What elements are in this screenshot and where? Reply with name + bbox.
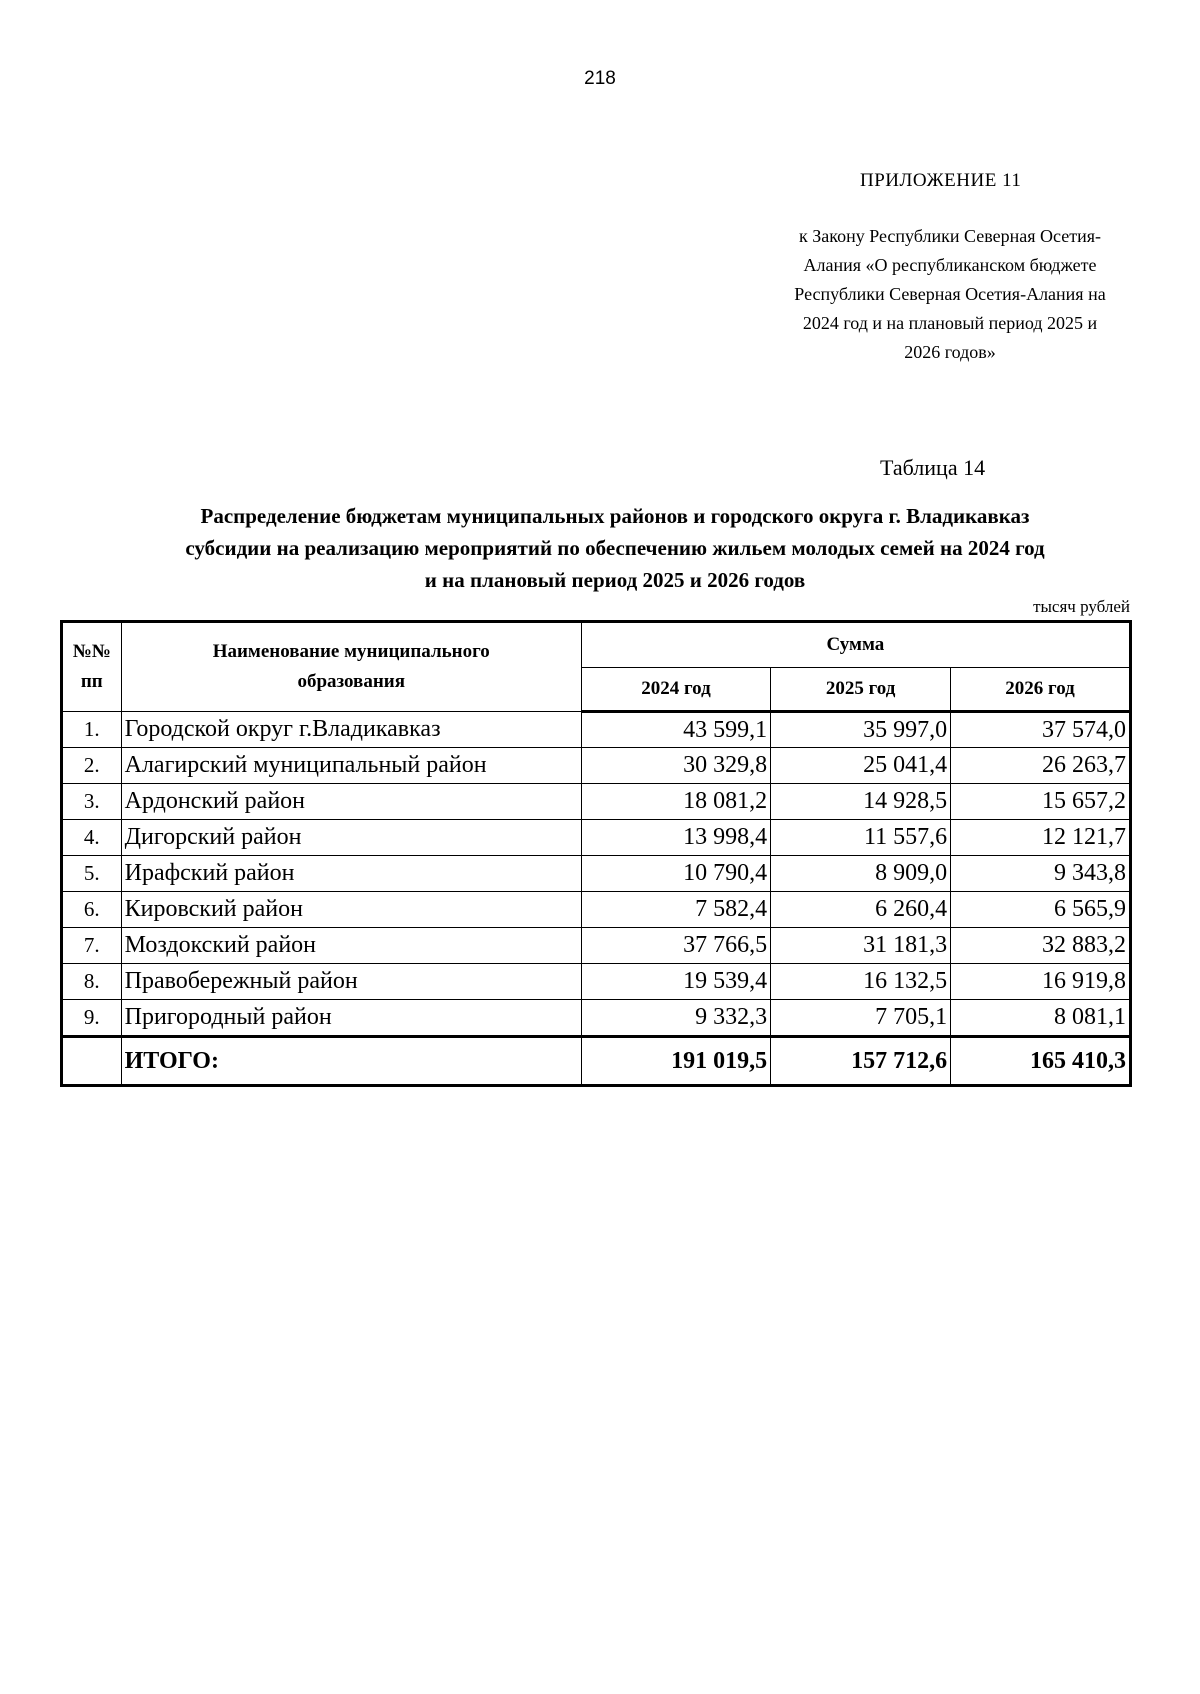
municipality-name: Ирафский район xyxy=(121,856,581,892)
header-number: №№ пп xyxy=(62,622,122,712)
appendix-reference-line: 2024 год и на плановый период 2025 и xyxy=(802,313,1098,333)
appendix-reference-line: Республики Северная Осетия-Алания на xyxy=(794,284,1106,304)
appendix-reference-line: 2026 годов» xyxy=(904,342,996,362)
value-2025: 31 181,3 xyxy=(771,928,951,964)
page-number: 218 xyxy=(584,68,616,89)
header-sum: Сумма xyxy=(581,622,1130,668)
table-row xyxy=(62,964,1131,1000)
table-row xyxy=(62,712,1131,748)
value-2025: 25 041,4 xyxy=(771,748,951,784)
value-2025: 35 997,0 xyxy=(771,712,951,748)
row-number: 8. xyxy=(62,964,122,1000)
table-caption: Таблица 14 xyxy=(880,455,986,480)
appendix-title: ПРИЛОЖЕНИЕ 11 xyxy=(860,170,1022,191)
municipality-name: Пригородный район xyxy=(121,1000,581,1037)
table-row xyxy=(62,784,1131,820)
document-title-line: и на плановый период 2025 и 2026 годов xyxy=(424,568,806,592)
municipality-name: Алагирский муниципальный район xyxy=(121,748,581,784)
value-2024: 37 766,5 xyxy=(581,928,770,964)
table-row xyxy=(62,1000,1131,1037)
municipality-name: Ардонский район xyxy=(121,784,581,820)
value-2024: 9 332,3 xyxy=(581,1000,770,1037)
total-label: ИТОГО: xyxy=(121,1037,581,1086)
value-2026: 15 657,2 xyxy=(951,784,1131,820)
value-2025: 7 705,1 xyxy=(771,1000,951,1037)
value-2025: 16 132,5 xyxy=(771,964,951,1000)
table-row xyxy=(62,928,1131,964)
value-2024: 19 539,4 xyxy=(581,964,770,1000)
total-2026: 165 410,3 xyxy=(951,1037,1131,1086)
value-2026: 16 919,8 xyxy=(951,964,1131,1000)
header-name: Наименование муниципального образования xyxy=(121,622,581,712)
value-2026: 26 263,7 xyxy=(951,748,1131,784)
row-number: 5. xyxy=(62,856,122,892)
value-2026: 8 081,1 xyxy=(951,1000,1131,1037)
total-number-cell xyxy=(62,1037,122,1086)
value-2025: 11 557,6 xyxy=(771,820,951,856)
row-number: 6. xyxy=(62,892,122,928)
header-row xyxy=(62,622,1131,668)
header-year-2025: 2025 год xyxy=(771,668,951,712)
header-year-2026: 2026 год xyxy=(951,668,1131,712)
total-row xyxy=(62,1037,1131,1086)
total-2024: 191 019,5 xyxy=(581,1037,770,1086)
value-2024: 18 081,2 xyxy=(581,784,770,820)
row-number: 1. xyxy=(62,712,122,748)
value-2026: 6 565,9 xyxy=(951,892,1131,928)
value-2025: 8 909,0 xyxy=(771,856,951,892)
municipality-name: Правобережный район xyxy=(121,964,581,1000)
value-2024: 43 599,1 xyxy=(581,712,770,748)
row-number: 4. xyxy=(62,820,122,856)
value-2024: 7 582,4 xyxy=(581,892,770,928)
municipality-name: Моздокский район xyxy=(121,928,581,964)
document-title xyxy=(100,500,1130,596)
table-row xyxy=(62,820,1131,856)
value-2026: 12 121,7 xyxy=(951,820,1131,856)
appendix-reference-line: к Закону Республики Северная Осетия- xyxy=(799,226,1101,246)
value-2024: 10 790,4 xyxy=(581,856,770,892)
municipality-name: Дигорский район xyxy=(121,820,581,856)
units-label: тысяч рублей xyxy=(1033,597,1130,616)
row-number: 3. xyxy=(62,784,122,820)
value-2025: 14 928,5 xyxy=(771,784,951,820)
value-2025: 6 260,4 xyxy=(771,892,951,928)
value-2026: 9 343,8 xyxy=(951,856,1131,892)
value-2026: 37 574,0 xyxy=(951,712,1131,748)
document-title-line: Распределение бюджетам муниципальных районов и городского округа г. Владикавказ xyxy=(200,504,1030,528)
header-year-2024: 2024 год xyxy=(581,668,770,712)
total-2025: 157 712,6 xyxy=(771,1037,951,1086)
table-row xyxy=(62,856,1131,892)
row-number: 9. xyxy=(62,1000,122,1037)
table-row xyxy=(62,748,1131,784)
value-2024: 13 998,4 xyxy=(581,820,770,856)
appendix-reference xyxy=(765,222,1135,367)
row-number: 7. xyxy=(62,928,122,964)
table-row xyxy=(62,892,1131,928)
appendix-reference-line: Алания «О республиканском бюджете xyxy=(803,255,1097,275)
value-2024: 30 329,8 xyxy=(581,748,770,784)
municipality-name: Кировский район xyxy=(121,892,581,928)
value-2026: 32 883,2 xyxy=(951,928,1131,964)
row-number: 2. xyxy=(62,748,122,784)
subsidy-table xyxy=(60,620,1132,1087)
document-title-line: субсидии на реализацию мероприятий по обеспечению жильем молодых семей на 2024 год xyxy=(185,536,1045,560)
municipality-name: Городской округ г.Владикавказ xyxy=(121,712,581,748)
